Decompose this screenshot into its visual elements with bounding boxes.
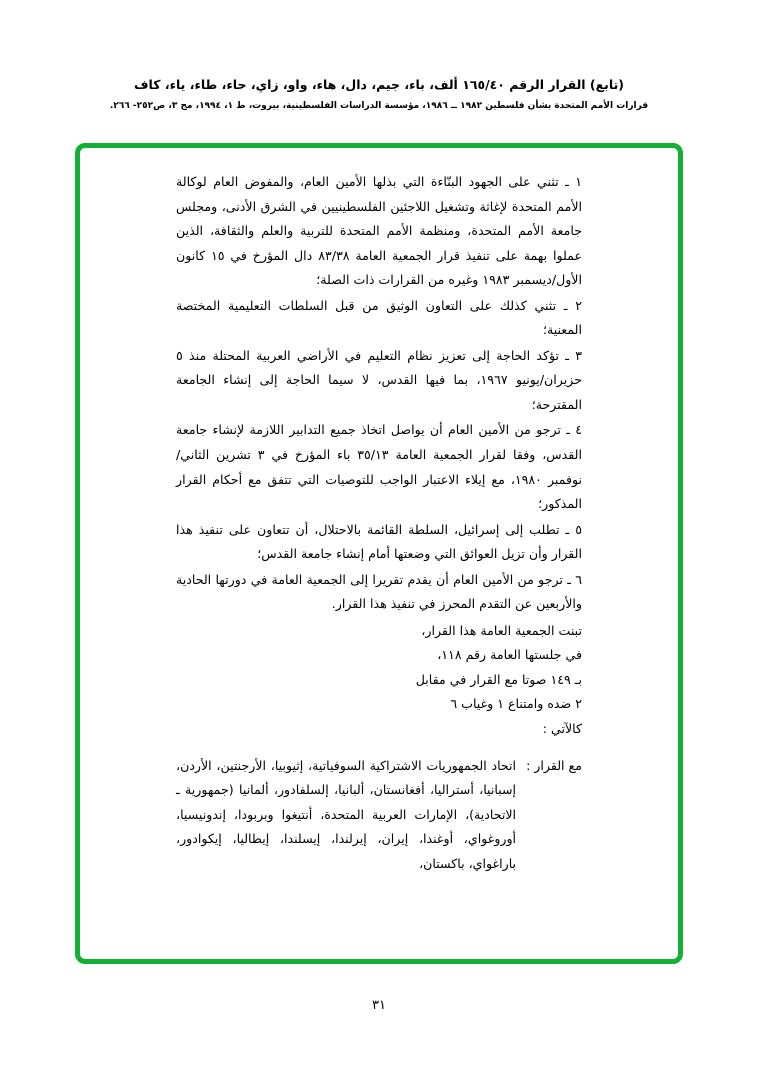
resolution-paragraph-5: ٥ ـ تطلب إلى إسرائيل، السلطة القائمة بالاحتلال، أن تتعاون على تنفيذ هذا القرار وأن تزيل العوائق التي وضعتها أمام إنشاء جامعة القدس؛: [176, 521, 582, 562]
vote-line-1: تبنت الجمعية العامة هذا القرار،: [421, 622, 582, 638]
countries-list-line: اتحاد الجمهوريات الاشتراكية السوفياتية، إثيوبيا، الأرجنتين، الأردن، إسبانيا، أستراليا، أفغانستان، ألبانيا، إلسلفادور، ألمانيا (جمهورية ـ الاتحادية)، الإمارات العربية المتحدة، أنتيغوا وبربودا، إندونيسيا، أوروغواي، أوغندا، إيران، إيرلندا، إيسلندا، إيطاليا، إيكوادور، باراغواي، باكستان،: [176, 757, 517, 871]
header-title: (تابع) القرار الرقم ١٦٥/٤٠ ألف، باء، جيم، دال، هاء، واو، زاي، حاء، طاء، ياء، كاف: [134, 77, 624, 92]
countries-list: [176, 754, 516, 877]
countries-label: مع القرار :: [526, 757, 582, 773]
resolution-paragraph-6: ٦ ـ ترجو من الأمين العام أن يقدم تقريرا إلى الجمعية العامة في دورتها الحادية والأربعين عن التقدم المحرز في تنفيذ هذا القرار.: [176, 571, 582, 612]
resolution-paragraph-2: ٢ ـ تثني كذلك على التعاون الوثيق من قبل السلطات التعليمية المختصة المعنية؛: [176, 297, 582, 338]
vote-record: [176, 619, 582, 742]
header-source-citation: قرارات الأمم المتحدة بشأن فلسطين ١٩٨٢ ــ ١٩٨٦، مؤسسة الدراسات الفلسطينية، بيروت، ط ١، ١٩٩٤، مج ٣، ص٢٥٢- ٢٦٦.: [109, 100, 649, 111]
page-header: [59, 76, 699, 112]
green-border-frame: [75, 143, 683, 964]
countries-in-favour: [176, 754, 582, 877]
vote-line-5: كالآتي :: [542, 721, 582, 737]
resolution-body: [176, 170, 582, 876]
vote-line-3: بـ ١٤٩ صوتا مع القرار في مقابل: [415, 671, 582, 687]
resolution-paragraph-3: ٣ ـ تؤكد الحاجة إلى تعزيز نظام التعليم في الأراضي العربية المحتلة منذ ٥ حزيران/يونيو ١٩٦٧، بما فيها القدس، لا سيما الحاجة إلى إنشاء الجامعة المقترحة؛: [176, 347, 582, 412]
resolution-paragraph-4: ٤ ـ ترجو من الأمين العام أن يواصل اتخاذ جميع التدابير اللازمة لإنشاء جامعة القدس، وفقا لقرار الجمعية العامة ٣٥/١٣ باء المؤرخ في ٣ تشرين الثاني/نوفمبر ١٩٨٠، مع إيلاء الاعتبار الواجب للتوصيات التي تتفق مع أحكام القرار المذكور؛: [176, 422, 582, 512]
resolution-paragraph-1: ١ ـ تثني على الجهود البنّاءة التي بذلها الأمين العام، والمفوض العام لوكالة الأمم المتحدة لإغاثة وتشغيل اللاجئين الفلسطينيين في الشرق الأدنى، ومجلس جامعة الأمم المتحدة، ومنظمة الأمم المتحدة للتربية والعلم والثقافة، الذين عملوا بهمة على تنفيذ قرار الجمعية العامة ٨٣/٣٨ دال المؤرخ في ١٥ كانون الأول/ديسمبر ١٩٨٣ وغيره من القرارات ذات الصلة؛: [176, 174, 582, 288]
vote-line-4: ٢ ضده وامتناع ١ وغياب ٦: [450, 696, 582, 712]
vote-line-2: في جلستها العامة رقم ١١٨،: [437, 647, 582, 663]
page-number: ٣١: [372, 998, 386, 1013]
